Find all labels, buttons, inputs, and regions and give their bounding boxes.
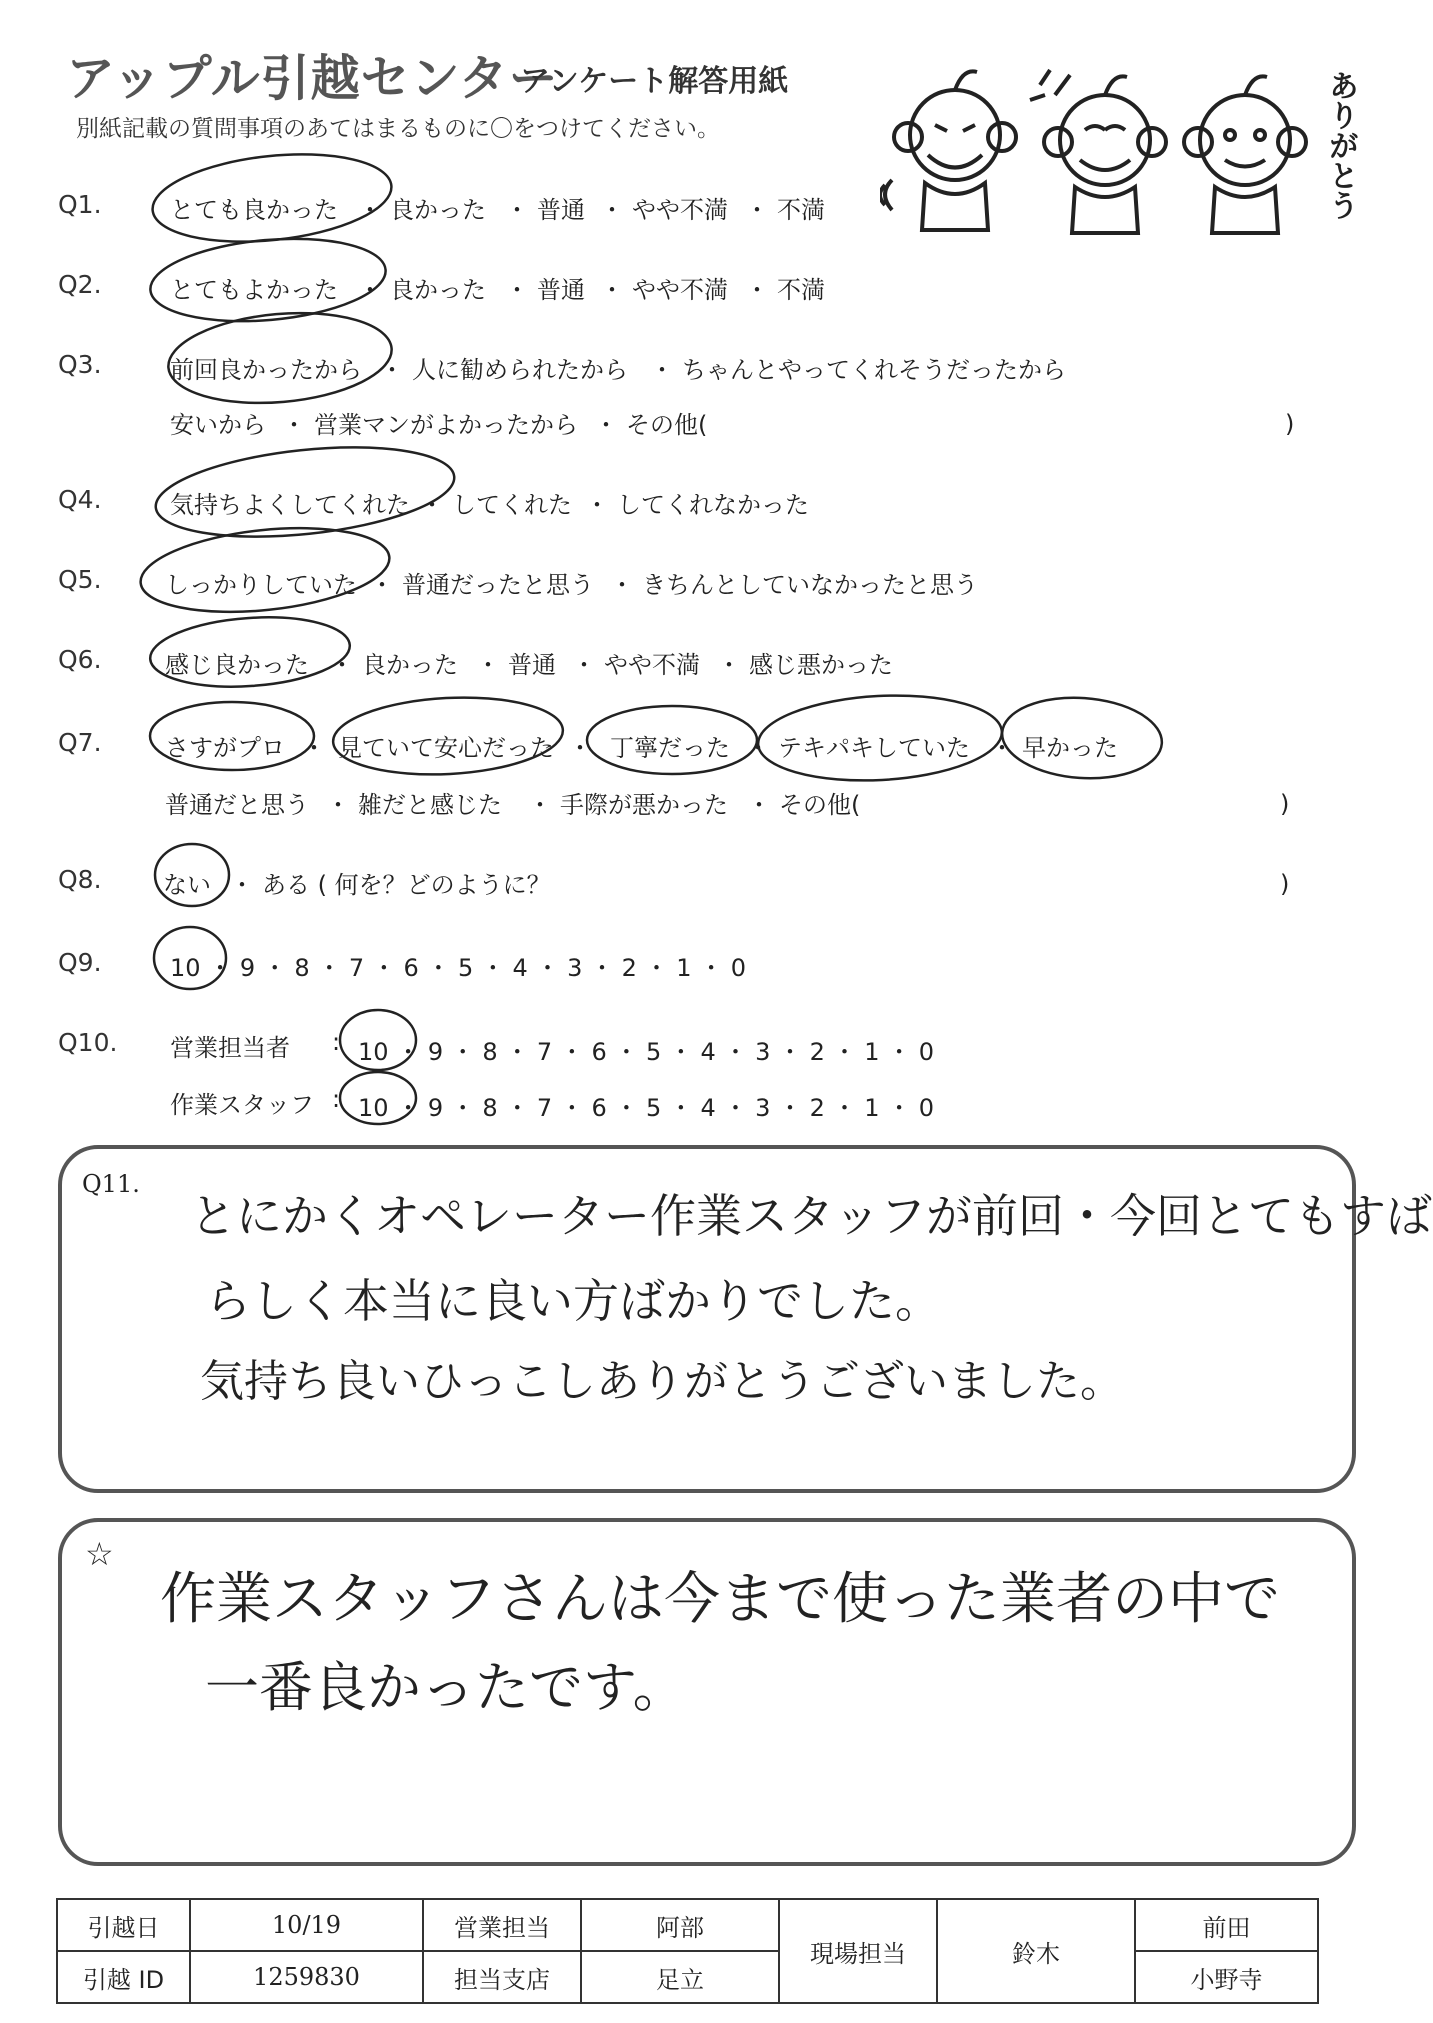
q3-option-6: その他(	[626, 411, 708, 439]
q8-number: Q8.	[58, 865, 102, 894]
q9-score-8: 8	[294, 954, 310, 982]
q1-option-2: 良かった	[390, 196, 486, 224]
q7-option-8: 手際が悪かった	[560, 791, 728, 819]
move-date-label: 引越日	[57, 1899, 190, 1951]
q7-option-9: その他(	[779, 791, 861, 819]
q1-number: Q1.	[58, 190, 102, 219]
q6-option-1: 感じ良かった	[165, 651, 309, 679]
q6-option-4: やや不満	[604, 651, 700, 679]
q11-line-3: 気持ち良いひっこしありがとうございました。	[200, 1356, 1124, 1407]
branch-value: 足立	[581, 1951, 779, 2003]
instruction-text: 別紙記載の質問事項のあてはまるものに〇をつけてください。	[76, 116, 720, 142]
q9-score-9: 9	[239, 954, 256, 982]
q7-option-6: 普通だと思う	[165, 791, 309, 819]
star-icon: ☆	[85, 1535, 114, 1573]
q9-score-0: 0	[730, 954, 747, 982]
q7-number: Q7.	[58, 728, 102, 757]
q5-option-1: しっかりしていた	[165, 571, 357, 599]
form-title: アンケート解答用紙	[520, 64, 789, 99]
q10-number: Q10.	[58, 1028, 118, 1057]
q1-option-1: とても良かった	[170, 196, 338, 224]
q10-staff-label: 作業スタッフ	[170, 1091, 314, 1119]
q8-option-1: ない	[163, 871, 211, 899]
q4-option-3: してくれなかった	[617, 491, 809, 519]
q2-option-5: 不満	[777, 276, 825, 304]
move-date-value: 10/19	[190, 1899, 423, 1951]
q7-option-7: 雑だと感じた	[358, 791, 502, 819]
company-name: アップル引越センター	[66, 50, 559, 107]
sales-label: 営業担当	[423, 1899, 581, 1951]
site-value-2: 前田	[1135, 1899, 1318, 1951]
q4-option-1: 気持ちよくしてくれた	[170, 491, 410, 519]
q7-option-3: 丁寧だった	[610, 734, 730, 762]
q11-number: Q11.	[82, 1170, 140, 1198]
q2-option-3: 普通	[537, 276, 585, 304]
site-value-3: 小野寺	[1135, 1951, 1318, 2003]
q6-option-5: 感じ悪かった	[749, 651, 893, 679]
q3-option-1: 前回良かったから	[170, 356, 362, 384]
q9-score-1: 1	[676, 954, 692, 982]
q3-number: Q3.	[58, 350, 102, 379]
q3-option-3: ちゃんとやってくれそうだったから	[682, 356, 1066, 384]
q9-score-2: 2	[621, 954, 637, 982]
move-info-table	[56, 1898, 1319, 2004]
note-line-2: 一番良かったです。	[205, 1656, 687, 1719]
q11-line-1: とにかくオペレーター作業スタッフが前回・今回とてもすば	[190, 1189, 1432, 1243]
move-id-value: 1259830	[190, 1951, 423, 2003]
branch-label: 担当支店	[423, 1951, 581, 2003]
q6-number: Q6.	[58, 645, 102, 674]
q5-option-2: 普通だったと思う	[402, 571, 594, 599]
q7-option-4: テキパキしていた	[778, 734, 970, 762]
q9-score-3: 3	[567, 954, 583, 982]
q9-score-7: 7	[348, 954, 365, 982]
q7-option-2: 見ていて安心だった	[338, 734, 554, 762]
q7-option-1: さすがプロ	[165, 734, 285, 762]
q4-option-2: してくれた	[452, 491, 572, 519]
move-id-label: 引越 ID	[57, 1951, 190, 2003]
q3-close-paren: )	[1285, 410, 1295, 438]
sales-value: 阿部	[581, 1899, 779, 1951]
q6-option-3: 普通	[508, 651, 556, 679]
q9-score-6: 6	[403, 954, 419, 982]
q3-option-2: 人に勧められたから	[412, 356, 628, 384]
q4-number: Q4.	[58, 485, 102, 514]
q11-line-2: らしく本当に良い方ばかりでした。	[205, 1274, 941, 1328]
q1-option-4: やや不満	[632, 196, 728, 224]
q1-option-5: 不満	[777, 196, 825, 224]
q7-option-5: 早かった	[1022, 734, 1118, 762]
q1-option-3: 普通	[537, 196, 585, 224]
q2-option-1: とてもよかった	[170, 276, 338, 304]
q9-score-4: 4	[512, 954, 528, 982]
thanks-text: ありがとう	[1323, 70, 1358, 220]
q2-option-4: やや不満	[632, 276, 728, 304]
q2-number: Q2.	[58, 270, 102, 299]
q10-sales-label: 営業担当者	[170, 1034, 290, 1062]
q3-option-5: 営業マンがよかったから	[314, 411, 578, 439]
q8-option-2: ある ( 何を？どのように？	[262, 871, 551, 899]
q9-score-10: 10	[170, 954, 201, 982]
q10-sales-scale: 10 ・ 9 ・ 8 ・ 7 ・ 6 ・ 5 ・ 4 ・ 3 ・ 2 ・ 1 ・ 0	[358, 1038, 935, 1066]
q5-option-3: きちんとしていなかったと思う	[642, 571, 978, 599]
q6-option-2: 良かった	[362, 651, 458, 679]
q7-close-paren: )	[1280, 790, 1290, 818]
q3-option-4: 安いから	[170, 411, 266, 439]
q9-score-5: 5	[458, 954, 474, 982]
monkey-mascots-illustration	[880, 55, 1310, 235]
q8-close-paren: )	[1280, 870, 1290, 898]
q9-number: Q9.	[58, 948, 102, 977]
site-value-1: 鈴木	[937, 1899, 1135, 2003]
q5-number: Q5.	[58, 565, 102, 594]
q2-option-2: 良かった	[390, 276, 486, 304]
site-label: 現場担当	[779, 1899, 937, 2003]
q9-scale: 10 ・ 9 ・ 8 ・ 7 ・ 6 ・ 5 ・ 4 ・ 3 ・ 2 ・ 1 ・ 0	[170, 954, 747, 982]
note-line-1: 作業スタッフさんは今まで使った業者の中で	[160, 1567, 1280, 1632]
q10-staff-scale: 10 ・ 9 ・ 8 ・ 7 ・ 6 ・ 5 ・ 4 ・ 3 ・ 2 ・ 1 ・ 0	[358, 1094, 935, 1122]
